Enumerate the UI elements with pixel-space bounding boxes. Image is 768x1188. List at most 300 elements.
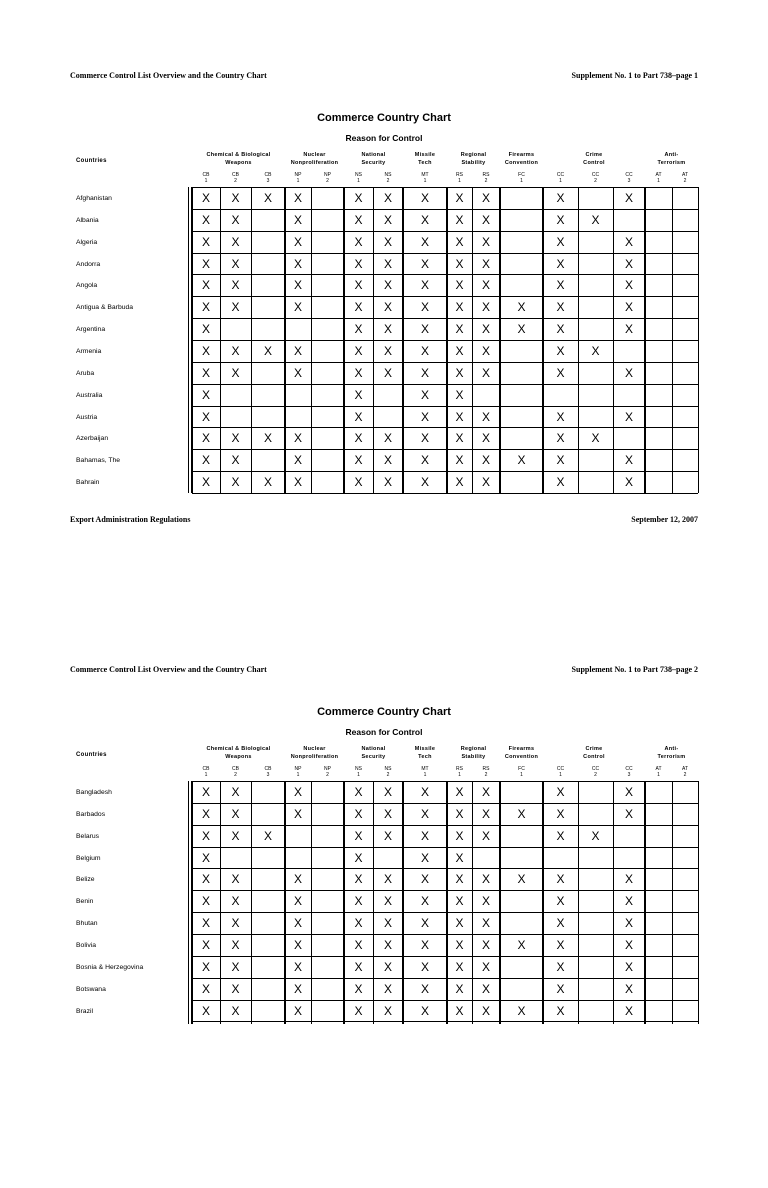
column-separator	[698, 781, 699, 1024]
control-mark: X	[556, 785, 565, 799]
column-header	[413, 172, 437, 184]
control-mark: X	[624, 278, 633, 293]
control-mark: X	[354, 937, 363, 952]
column-separator	[311, 781, 312, 1024]
column-number: 2	[234, 178, 237, 184]
column-separator	[698, 187, 699, 493]
control-mark: X	[354, 387, 363, 402]
control-mark: X	[624, 300, 633, 315]
column-code: RS	[482, 172, 490, 178]
countries-column-header: Countries	[76, 158, 107, 164]
column-code: MT	[421, 766, 429, 772]
control-mark: X	[354, 300, 363, 315]
control-mark: X	[420, 322, 429, 337]
control-mark: X	[293, 212, 302, 227]
group-header-line1: Crime	[585, 746, 603, 752]
group-header-line1: National	[361, 746, 386, 752]
control-mark: X	[420, 431, 429, 446]
control-mark: X	[624, 234, 633, 249]
group-header	[630, 745, 713, 761]
control-mark: X	[263, 828, 272, 843]
column-separator	[672, 781, 673, 1024]
control-mark: X	[624, 959, 633, 974]
control-mark: X	[455, 894, 464, 909]
control-mark: X	[231, 828, 240, 843]
control-mark: X	[624, 894, 633, 909]
chart-subtitle: Reason for Control	[345, 727, 423, 737]
control-mark: X	[263, 431, 272, 446]
control-mark: X	[354, 234, 363, 249]
control-mark: X	[231, 234, 240, 249]
column-code: FC	[518, 172, 525, 178]
column-code: CC	[625, 172, 633, 178]
column-header	[474, 766, 498, 778]
control-mark: X	[383, 256, 392, 271]
control-mark: X	[481, 959, 490, 974]
column-code: NP	[294, 172, 302, 178]
country-name: Austria	[76, 413, 98, 421]
group-header-line2: Nonproliferation	[290, 160, 339, 166]
country-name: Belgium	[76, 854, 101, 862]
column-number: 1	[423, 178, 427, 184]
control-mark: X	[201, 916, 210, 931]
control-mark: X	[420, 894, 429, 909]
control-mark: X	[354, 365, 363, 380]
column-code: CB	[232, 172, 239, 178]
column-number: 2	[484, 178, 488, 184]
control-mark: X	[481, 278, 490, 293]
control-mark: X	[201, 1003, 210, 1018]
control-mark: X	[420, 916, 429, 931]
control-mark: X	[420, 212, 429, 227]
control-mark: X	[354, 191, 363, 205]
control-mark: X	[293, 959, 302, 974]
column-code: CC	[556, 766, 565, 772]
control-mark: X	[354, 981, 363, 996]
group-header-line2: Stability	[461, 754, 486, 760]
column-code: RS	[482, 766, 490, 772]
chart-page-2	[0, 594, 768, 1188]
control-mark: X	[455, 828, 464, 843]
control-mark: X	[354, 212, 363, 227]
column-code: CC	[591, 172, 600, 178]
control-mark: X	[455, 234, 464, 249]
control-mark: X	[556, 343, 565, 358]
control-mark: X	[231, 453, 240, 468]
control-mark: X	[455, 387, 464, 402]
column-number: 2	[326, 772, 329, 778]
column-code: NS	[384, 172, 392, 178]
control-mark: X	[201, 343, 210, 358]
control-mark: X	[231, 785, 240, 799]
column-header	[647, 766, 671, 778]
control-mark: X	[383, 937, 392, 952]
column-code: CB	[202, 766, 210, 772]
column-number: 2	[594, 178, 597, 184]
control-mark: X	[293, 234, 302, 249]
control-mark: X	[455, 1003, 464, 1018]
control-mark: X	[231, 365, 240, 380]
control-mark: X	[293, 785, 302, 799]
control-mark: X	[481, 475, 490, 490]
chart-subtitle: Reason for Control	[345, 133, 423, 143]
column-header	[256, 766, 280, 778]
group-header-line2: Weapons	[225, 754, 252, 760]
control-mark: X	[293, 256, 302, 271]
control-mark: X	[455, 431, 464, 446]
control-mark: X	[556, 234, 565, 249]
control-mark: X	[293, 475, 302, 490]
control-mark: X	[420, 300, 429, 315]
column-code: NS	[355, 172, 362, 178]
control-mark: X	[481, 212, 490, 227]
country-name: Australia	[76, 391, 103, 399]
column-header	[647, 172, 671, 184]
control-mark: X	[201, 850, 210, 865]
control-mark: X	[481, 937, 490, 952]
control-mark: X	[293, 894, 302, 909]
control-mark: X	[420, 278, 429, 293]
column-code: CB	[264, 766, 272, 772]
control-mark: X	[354, 894, 363, 909]
control-mark: X	[383, 278, 392, 293]
control-mark: X	[455, 872, 464, 887]
control-mark: X	[201, 806, 210, 821]
control-mark: X	[293, 453, 302, 468]
control-mark: X	[354, 850, 363, 865]
control-mark: X	[556, 365, 565, 380]
control-mark: X	[556, 872, 565, 887]
control-mark: X	[293, 937, 302, 952]
control-mark: X	[481, 785, 490, 799]
control-mark: X	[591, 828, 600, 843]
control-mark: X	[293, 300, 302, 315]
country-name: Bosnia & Herzegovina	[76, 963, 144, 971]
column-number: 1	[657, 772, 660, 778]
column-code: CC	[556, 172, 565, 178]
control-mark: X	[354, 278, 363, 293]
control-mark: X	[383, 212, 392, 227]
control-mark: X	[481, 365, 490, 380]
control-mark: X	[201, 300, 210, 315]
control-mark: X	[556, 806, 565, 821]
control-mark: X	[455, 785, 464, 799]
control-mark: X	[263, 343, 272, 358]
control-mark: X	[556, 431, 565, 446]
control-mark: X	[624, 785, 633, 799]
column-number: 2	[594, 772, 597, 778]
control-mark: X	[420, 806, 429, 821]
control-mark: X	[231, 191, 240, 205]
country-name: Belarus	[76, 832, 100, 840]
control-mark: X	[383, 191, 392, 205]
country-name: Angola	[76, 282, 98, 290]
column-number: 1	[357, 772, 360, 778]
control-mark: X	[420, 850, 429, 865]
control-mark: X	[383, 1003, 392, 1018]
control-mark: X	[455, 300, 464, 315]
control-mark: X	[517, 300, 526, 315]
control-mark: X	[293, 191, 302, 205]
page-header-right: Supplement No. 1 to Part 738–page 1	[571, 71, 698, 80]
control-mark: X	[354, 959, 363, 974]
control-mark: X	[556, 256, 565, 271]
control-mark: X	[481, 409, 490, 424]
column-number: 1	[520, 772, 523, 778]
control-mark: X	[354, 256, 363, 271]
control-mark: X	[293, 872, 302, 887]
control-mark: X	[624, 191, 633, 205]
column-header	[549, 766, 573, 778]
countries-column-header: Countries	[76, 752, 107, 758]
control-mark: X	[293, 1003, 302, 1018]
control-mark: X	[263, 475, 272, 490]
control-mark: X	[556, 475, 565, 490]
control-mark: X	[420, 785, 429, 799]
column-code: MT	[421, 172, 429, 178]
country-name: Andorra	[76, 260, 101, 268]
left-rule	[188, 781, 189, 1024]
country-name: Afghanistan	[76, 195, 112, 202]
control-mark: X	[201, 959, 210, 974]
country-name: Belize	[76, 876, 95, 884]
control-mark: X	[231, 894, 240, 909]
control-mark: X	[263, 191, 272, 205]
control-mark: X	[354, 431, 363, 446]
column-header	[286, 766, 310, 778]
control-mark: X	[556, 191, 565, 205]
control-mark: X	[201, 191, 210, 205]
group-header-line2: Tech	[418, 754, 432, 760]
control-mark: X	[517, 872, 526, 887]
column-code: RS	[456, 172, 463, 178]
control-mark: X	[201, 365, 210, 380]
control-grid	[180, 187, 698, 493]
column-code: AT	[655, 172, 662, 178]
control-mark: X	[201, 453, 210, 468]
column-number: 2	[386, 178, 390, 184]
control-mark: X	[231, 278, 240, 293]
page-header-right: Supplement No. 1 to Part 738–page 2	[571, 665, 698, 674]
column-header	[549, 172, 573, 184]
column-number: 1	[296, 178, 300, 184]
column-separator	[578, 781, 579, 1024]
group-header-line2: Security	[361, 160, 386, 166]
control-mark: X	[354, 828, 363, 843]
control-mark: X	[517, 1003, 526, 1018]
control-mark: X	[293, 278, 302, 293]
control-mark: X	[556, 409, 565, 424]
control-mark: X	[517, 806, 526, 821]
control-mark: X	[201, 894, 210, 909]
column-separator	[311, 187, 312, 493]
control-mark: X	[231, 475, 240, 490]
column-separator	[672, 187, 673, 493]
control-mark: X	[420, 872, 429, 887]
column-header	[376, 766, 400, 778]
control-mark: X	[556, 453, 565, 468]
country-name: Argentina	[76, 326, 106, 334]
country-name: Bahamas, The	[76, 457, 121, 465]
control-mark: X	[420, 959, 429, 974]
control-mark: X	[383, 959, 392, 974]
group-header-line2: Terrorism	[657, 754, 686, 760]
page-header-left: Commerce Control List Overview and the Country Chart	[70, 665, 267, 674]
control-mark: X	[420, 453, 429, 468]
control-mark: X	[383, 475, 392, 490]
control-mark: X	[624, 916, 633, 931]
column-header	[347, 172, 371, 184]
control-mark: X	[354, 916, 363, 931]
country-name: Brazil	[76, 1007, 93, 1015]
column-number: 1	[296, 772, 300, 778]
control-mark: X	[455, 322, 464, 337]
column-code: RS	[456, 766, 463, 772]
column-header	[194, 172, 218, 184]
group-header-line1: Chemical & Biological	[206, 746, 271, 752]
control-mark: X	[624, 453, 633, 468]
group-header-line2: Security	[361, 754, 386, 760]
column-number: 1	[458, 772, 461, 778]
control-mark: X	[517, 322, 526, 337]
country-name: Bangladesh	[76, 789, 112, 796]
control-mark: X	[455, 850, 464, 865]
control-mark: X	[556, 828, 565, 843]
control-mark: X	[201, 981, 210, 996]
column-header	[286, 172, 310, 184]
control-mark: X	[591, 343, 600, 358]
control-mark: X	[201, 785, 210, 799]
control-mark: X	[420, 937, 429, 952]
control-mark: X	[481, 322, 490, 337]
control-mark: X	[383, 234, 392, 249]
control-mark: X	[517, 453, 526, 468]
control-mark: X	[556, 278, 565, 293]
group-header-line2: Convention	[504, 754, 539, 760]
control-mark: X	[201, 387, 210, 402]
control-grid	[180, 781, 698, 1024]
group-header-line1: Regional	[460, 746, 487, 752]
group-header-line1: Nuclear	[303, 746, 326, 752]
control-mark: X	[624, 872, 633, 887]
control-mark: X	[420, 409, 429, 424]
chart-title: Commerce Country Chart	[317, 112, 451, 124]
control-mark: X	[556, 916, 565, 931]
group-header-line1: Anti-	[664, 152, 679, 158]
control-mark: X	[481, 894, 490, 909]
country-name: Aruba	[76, 369, 95, 377]
control-mark: X	[556, 1003, 565, 1018]
control-mark: X	[383, 785, 392, 799]
control-mark: X	[455, 409, 464, 424]
control-mark: X	[481, 300, 490, 315]
left-rule	[188, 187, 189, 493]
control-mark: X	[556, 959, 565, 974]
column-code: NP	[294, 766, 302, 772]
column-code: AT	[681, 172, 689, 178]
column-number: 3	[627, 178, 631, 184]
column-number: 1	[559, 772, 562, 778]
group-header-line1: Chemical & Biological	[206, 152, 271, 158]
column-header	[256, 172, 280, 184]
column-code: NS	[384, 766, 392, 772]
group-header-line2: Weapons	[225, 160, 252, 166]
control-mark: X	[455, 343, 464, 358]
control-mark: X	[383, 453, 392, 468]
control-mark: X	[481, 806, 490, 821]
control-mark: X	[201, 872, 210, 887]
column-header	[376, 172, 400, 184]
column-separator	[251, 781, 252, 1024]
group-header	[630, 151, 713, 167]
column-header	[316, 172, 340, 184]
control-mark: X	[383, 322, 392, 337]
control-mark: X	[455, 806, 464, 821]
column-header	[194, 766, 218, 778]
control-mark: X	[556, 937, 565, 952]
group-header-line2: Control	[583, 160, 605, 166]
control-mark: X	[556, 894, 565, 909]
country-name: Bahrain	[76, 479, 100, 487]
control-mark: X	[420, 365, 429, 380]
control-mark: X	[591, 212, 600, 227]
column-number: 2	[234, 772, 237, 778]
control-mark: X	[231, 212, 240, 227]
control-mark: X	[420, 981, 429, 996]
column-number: 3	[266, 772, 270, 778]
country-name: Bolivia	[76, 941, 97, 949]
control-mark: X	[293, 431, 302, 446]
control-mark: X	[231, 872, 240, 887]
control-mark: X	[481, 828, 490, 843]
column-number: 2	[683, 772, 687, 778]
control-mark: X	[383, 365, 392, 380]
control-mark: X	[420, 387, 429, 402]
control-mark: X	[231, 981, 240, 996]
column-number: 2	[326, 178, 329, 184]
country-name: Botswana	[76, 985, 106, 993]
column-code: FC	[518, 766, 525, 772]
column-code: NP	[324, 172, 331, 178]
control-mark: X	[201, 322, 210, 337]
column-header	[510, 766, 534, 778]
control-mark: X	[420, 828, 429, 843]
column-header	[224, 766, 248, 778]
control-mark: X	[624, 322, 633, 337]
group-header-line1: Crime	[585, 152, 603, 158]
column-code: CB	[202, 172, 210, 178]
group-header-line2: Convention	[504, 160, 539, 166]
control-mark: X	[201, 431, 210, 446]
country-name: Barbados	[76, 810, 106, 818]
group-header-line1: Missile	[414, 746, 436, 752]
control-mark: X	[201, 828, 210, 843]
control-mark: X	[231, 343, 240, 358]
group-header-line1: Regional	[460, 152, 487, 158]
control-mark: X	[556, 981, 565, 996]
control-mark: X	[624, 981, 633, 996]
control-mark: X	[293, 916, 302, 931]
control-mark: X	[293, 806, 302, 821]
control-mark: X	[591, 431, 600, 446]
column-number: 1	[204, 178, 208, 184]
control-mark: X	[201, 234, 210, 249]
control-mark: X	[556, 300, 565, 315]
control-mark: X	[481, 191, 490, 205]
control-mark: X	[624, 475, 633, 490]
control-mark: X	[293, 365, 302, 380]
column-code: NP	[324, 766, 331, 772]
